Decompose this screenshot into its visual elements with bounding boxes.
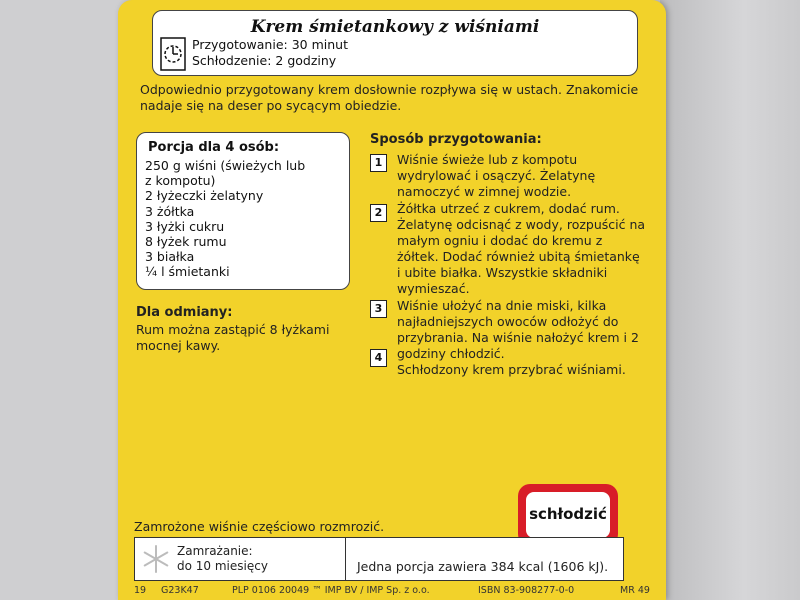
ingredient-item: 250 g wiśni (świeżych lub	[145, 158, 306, 173]
ingredient-item: z kompotu)	[145, 173, 216, 189]
footer-code: G23K47	[161, 585, 199, 596]
chill-time: Schłodzenie: 2 godziny	[192, 53, 337, 68]
background-right	[660, 0, 800, 600]
variation-title: Dla odmiany:	[136, 305, 233, 320]
ingredient-item: 2 łyżeczki żelatyny	[145, 188, 264, 204]
intro-text: Odpowiednio przygotowany krem dosłownie rozpływa się w ustach. Znakomicie nadaje się na deser po sycącym obiedzie.	[140, 82, 639, 113]
chill-badge-label: schłodzić	[526, 492, 610, 538]
ingredients-title: Porcja dla 4 osób:	[148, 140, 280, 155]
clock-icon	[160, 37, 186, 71]
step-4-text: Schłodzony krem przybrać wiśniami.	[397, 362, 626, 377]
variation-text: Rum można zastąpić 8 łyżkami mocnej kawy.	[136, 322, 330, 353]
step-2-number: 2	[370, 204, 387, 222]
freezing-text	[177, 544, 268, 574]
ingredient-item: ¼ l śmietanki	[145, 264, 230, 280]
freezing-label: Zamrażanie:	[177, 544, 253, 558]
thaw-note: Zamrożone wiśnie częściowo rozmrozić.	[134, 519, 385, 534]
footer-publisher: PLP 0106 20049 ™ IMP BV / IMP Sp. z o.o.	[232, 585, 430, 596]
step-3-number: 3	[370, 300, 387, 318]
footer-ref: MR 49	[620, 585, 650, 596]
step-3-text: Wiśnie ułożyć na dnie miski, kilka najładniejszych owoców odłożyć do przybrania. Na wiśnie nałożyć krem i 2 godziny chłodzić.	[397, 298, 639, 361]
ingredient-item: 3 żółtka	[145, 203, 195, 219]
prep-time: Przygotowanie: 30 minut	[192, 37, 348, 52]
ingredient-item: 3 łyżki cukru	[145, 218, 225, 234]
ingredients-list	[145, 158, 305, 280]
freezing-value: do 10 miesięcy	[177, 559, 268, 573]
freezing-cell	[135, 538, 346, 580]
timing-block	[192, 37, 348, 69]
nutrition-info: Jedna porcja zawiera 384 kcal (1606 kJ).	[357, 559, 609, 574]
ingredient-item: 8 łyżek rumu	[145, 234, 227, 250]
step-4-number: 4	[370, 349, 387, 367]
info-bar	[134, 537, 624, 581]
snowflake-icon	[141, 544, 171, 574]
footer-isbn: ISBN 83-908277-0-0	[478, 585, 575, 596]
step-1-number: 1	[370, 154, 387, 172]
step-2-text: Żółtka utrzeć z cukrem, dodać rum. Żelatynę odcisnąć z wody, rozpuścić na małym ogniu i dodać do kremu z żółtek. Dodać również ubitą śmietankę i ubite białka. Wszystkie składniki wymieszać.	[397, 201, 646, 296]
method-title: Sposób przygotowania:	[370, 132, 542, 147]
recipe-title: Krem śmietankowy z wiśniami	[250, 17, 540, 37]
footer-page: 19	[134, 585, 147, 596]
step-1-text: Wiśnie świeże lub z kompotu wydrylować i osączyć. Żelatynę namoczyć w zimnej wodzie.	[397, 152, 596, 199]
ingredient-item: 3 białka	[145, 249, 195, 265]
